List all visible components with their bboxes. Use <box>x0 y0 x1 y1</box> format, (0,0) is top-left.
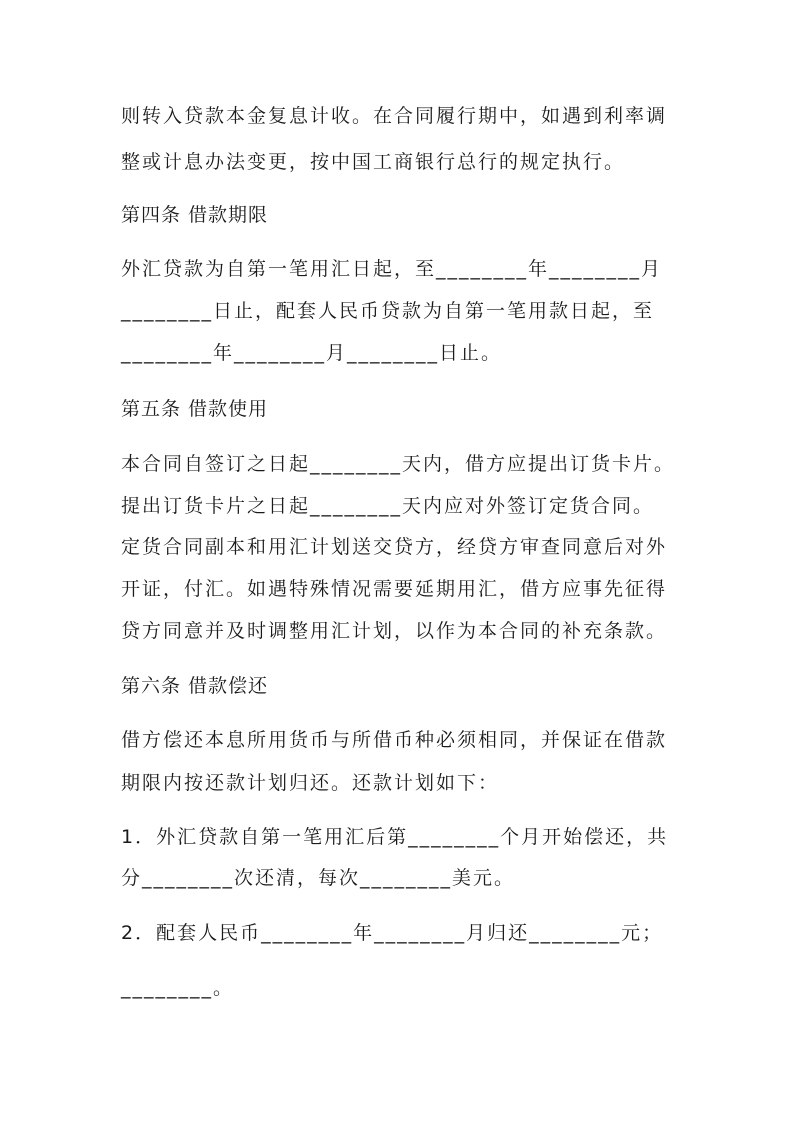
article5-line-3: 定货合同副本和用汇计划送交贷方，经贷方审查同意后对外 <box>121 536 668 558</box>
article5-line-4: 开证，付汇。如遇特殊情况需要延期用汇，借方应事先征得 <box>121 578 668 600</box>
repayment-item-2: 2．配套人民币________年________月归还________元； <box>121 922 664 944</box>
article5-line-2: 提出订货卡片之日起________天内应对外签订定货合同。 <box>121 495 655 517</box>
article4-line-3: ________年________月________日止。 <box>121 342 503 364</box>
article4-heading: 第四条 借款期限 <box>121 204 269 226</box>
article5-heading: 第五条 借款使用 <box>121 398 269 420</box>
article6-line-1: 借方偿还本息所用货币与所借币种必须相同，并保证在借款 <box>121 729 668 751</box>
repayment-item-3: ________。 <box>121 977 235 999</box>
article5-line-1: 本合同自签订之日起________天内，借方应提出订货卡片。 <box>121 453 676 475</box>
article4-line-1: 外汇贷款为自第一笔用汇日起，至________年________月 <box>121 258 663 280</box>
article6-heading: 第六条 借款偿还 <box>121 675 269 697</box>
article6-line-2: 期限内按还款计划归还。还款计划如下： <box>121 772 500 794</box>
article5-line-5: 贷方同意并及时调整用汇计划，以作为本合同的补充条款。 <box>121 620 668 642</box>
article4-line-2: ________日止，配套人民币贷款为自第一笔用款日起，至 <box>121 300 655 322</box>
repayment-item-1-line-2: 分________次还清，每次________美元。 <box>121 867 516 889</box>
article3-line-2: 整或计息办法变更，按中国工商银行总行的规定执行。 <box>121 151 626 173</box>
article3-line-1: 则转入贷款本金复息计收。在合同履行期中，如遇到利率调 <box>121 105 668 127</box>
repayment-item-1-line-1: 1．外汇贷款自第一笔用汇后第________个月开始偿还，共 <box>121 826 669 848</box>
